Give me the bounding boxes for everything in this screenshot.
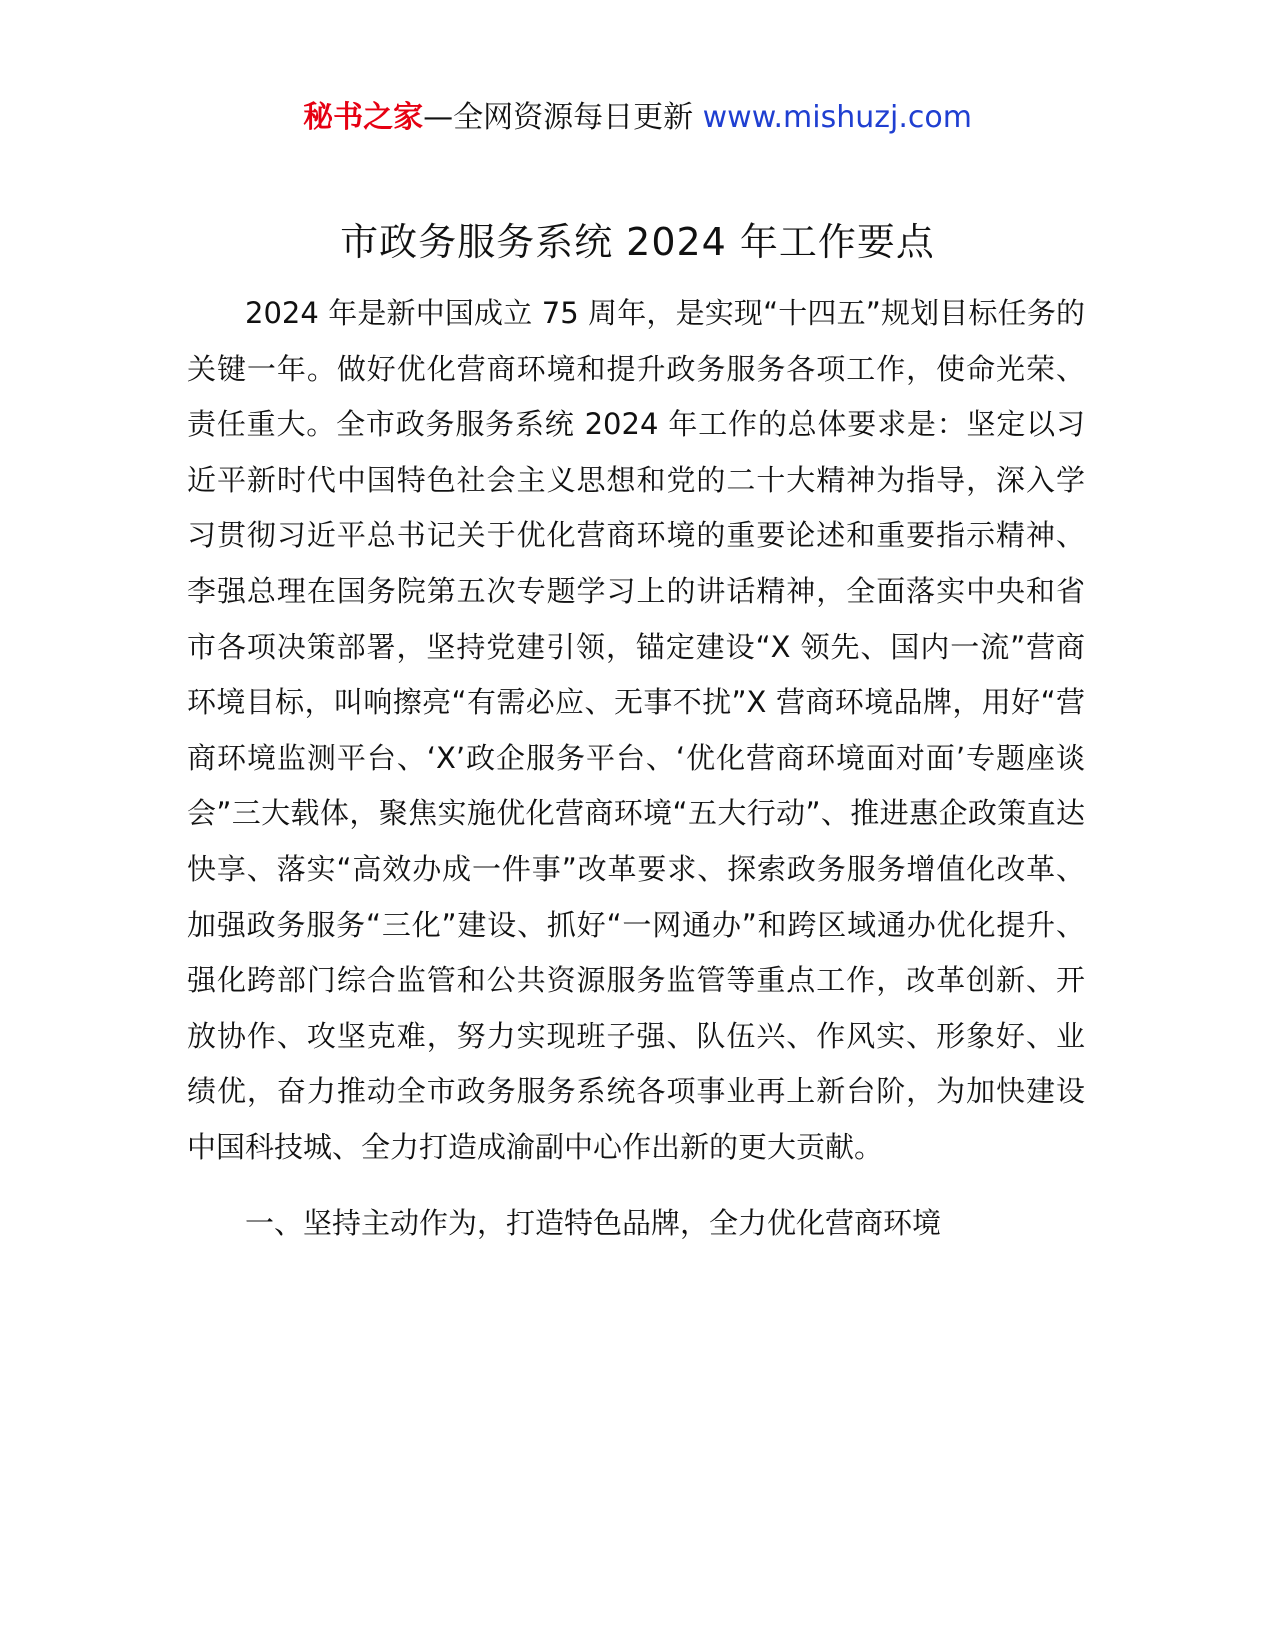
section-heading: 一、坚持主动作为，打造特色品牌，全力优化营商环境 <box>245 1205 942 1240</box>
document-body <box>187 286 1085 1251</box>
site-header <box>0 96 1275 140</box>
document-title: 市政务服务系统 2024 年工作要点 <box>340 220 935 264</box>
intro-paragraph: 2024 年是新中国成立 75 周年，是实现“十四五”规划目标任务的关键一年。做好优化营商环境和提升政务服务各项工作，使命光荣、责任重大。全市政务服务系统 2024 年工作的总体要求是：坚定以习近平新时代中国特色社会主义思想和党的二十大精神为指导，深入学习贯彻习近平总书记关于优化营商环境的重要论述和重要指示精神、李强总理在国务院第五次专题学习上的讲话精神，全面落实中央和省市各项决策部署，坚持党建引领，锚定建设“X 领先、国内一流”营商环境目标，叫响擦亮“有需必应、无事不扰”X 营商环境品牌，用好“营商环境监测平台、‘X’政企服务平台、‘优化营商环境面对面’专题座谈会”三大载体，聚焦实施优化营商环境“五大行动”、推进惠企政策直达快享、落实“高效办成一件事”改革要求、探索政务服务增值化改革、加强政务服务“三化”建设、抓好“一网通办”和跨区域通办优化提升、强化跨部门综合监管和公共资源服务监管等重点工作，改革创新、开放协作、攻坚克难，努力实现班子强、队伍兴、作风实、形象好、业绩优，奋力推动全市政务服务系统各项事业再上新台阶，为加快建设中国科技城、全力打造成渝副中心作出新的更大贡献。 <box>187 296 1085 1164</box>
brand-name: 秘书之家 <box>303 100 424 135</box>
header-tagline: —全网资源每日更新 <box>423 100 703 135</box>
site-url-link[interactable]: www.mishuzj.com <box>702 100 972 135</box>
